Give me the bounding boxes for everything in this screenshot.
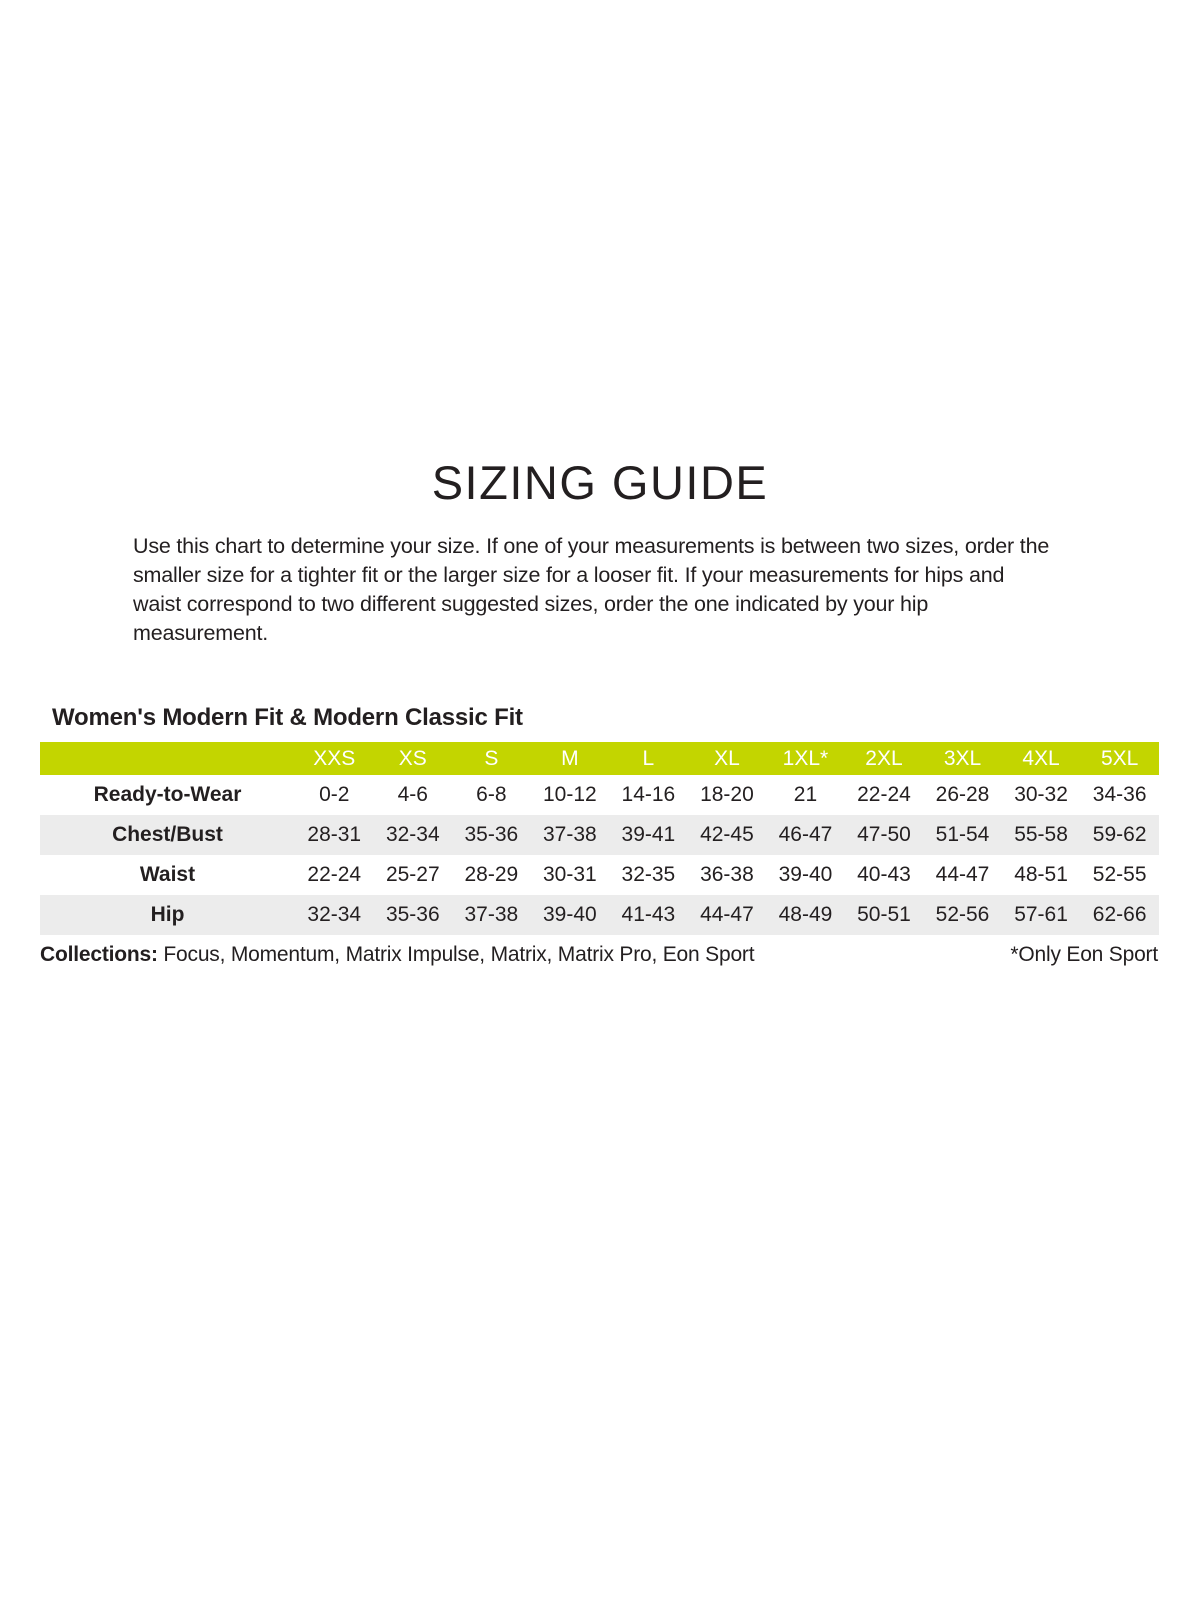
size-header-xl: XL (688, 742, 767, 775)
cell-value: 25-27 (385, 863, 440, 887)
section-heading-womens-modern-fit: Women's Modern Fit & Modern Classic Fit (52, 704, 523, 732)
cell-value: 39-40 (531, 895, 610, 935)
cell-value: 30-31 (543, 863, 597, 887)
cell-value: 14-16 (621, 783, 676, 807)
cell-value: 21 (793, 783, 818, 807)
size-header-m: M (531, 742, 610, 775)
cell-value: 35-36 (452, 815, 531, 855)
cell-value: 6-8 (476, 783, 507, 807)
cell-value: 44-47 (935, 863, 990, 887)
cell-value: 46-47 (766, 815, 845, 855)
cell-value: 32-34 (295, 895, 374, 935)
cell-value: 28-29 (464, 863, 519, 887)
cell-value: 18-20 (700, 783, 754, 807)
cell-value: 28-31 (295, 815, 374, 855)
cell-value: 26-28 (935, 783, 990, 807)
collections-label: Collections: (40, 943, 158, 967)
table-row-ready-to-wear (40, 775, 1159, 815)
row-label-chest-bust: Chest/Bust (40, 815, 295, 855)
cell-value: 48-49 (766, 895, 845, 935)
cell-value: 0-2 (319, 783, 350, 807)
cell-value: 44-47 (688, 895, 767, 935)
cell-value: 34-36 (1092, 783, 1147, 807)
cell-value: 62-66 (1080, 895, 1159, 935)
cell-value: 39-41 (609, 815, 688, 855)
cell-value: 39-40 (778, 863, 833, 887)
collections-text (40, 943, 754, 967)
cell-value: 22-24 (857, 783, 911, 807)
table-row-hip (40, 895, 1159, 935)
cell-value: 36-38 (700, 863, 754, 887)
cell-value: 42-45 (688, 815, 767, 855)
cell-value: 47-50 (845, 815, 924, 855)
cell-value: 4-6 (397, 783, 428, 807)
cell-value: 40-43 (857, 863, 911, 887)
table-row-chest-bust (40, 815, 1159, 855)
collections-footer (40, 943, 1158, 967)
cell-value: 59-62 (1080, 815, 1159, 855)
row-label-hip: Hip (40, 895, 295, 935)
cell-value: 50-51 (845, 895, 924, 935)
collections-list: Focus, Momentum, Matrix Impulse, Matrix, Matrix Pro, Eon Sport (157, 943, 755, 967)
size-header-row (40, 742, 1159, 775)
cell-value: 22-24 (307, 863, 362, 887)
cell-value: 52-56 (923, 895, 1002, 935)
row-label-waist: Waist (139, 863, 196, 887)
table-row-waist (40, 855, 1159, 895)
cell-value: 57-61 (1002, 895, 1081, 935)
size-header-corner (40, 742, 295, 775)
row-label-ready-to-wear: Ready-to-Wear (93, 783, 242, 807)
cell-value: 41-43 (609, 895, 688, 935)
size-header-5xl: 5XL (1080, 742, 1159, 775)
cell-value: 37-38 (452, 895, 531, 935)
cell-value: 48-51 (1014, 863, 1068, 887)
cell-value: 51-54 (923, 815, 1002, 855)
size-header-1xl: 1XL* (766, 742, 845, 775)
cell-value: 32-34 (374, 815, 453, 855)
cell-value: 55-58 (1002, 815, 1081, 855)
size-header-4xl: 4XL (1002, 742, 1081, 775)
cell-value: 32-35 (621, 863, 676, 887)
only-eon-sport-note: *Only Eon Sport (1010, 943, 1158, 967)
size-header-3xl: 3XL (923, 742, 1002, 775)
cell-value: 52-55 (1092, 863, 1147, 887)
size-header-xs: XS (374, 742, 453, 775)
size-header-2xl: 2XL (845, 742, 924, 775)
size-header-xxs: XXS (295, 742, 374, 775)
cell-value: 35-36 (374, 895, 453, 935)
size-chart-table (40, 742, 1159, 935)
size-header-s: S (452, 742, 531, 775)
page-title: SIZING GUIDE (431, 456, 769, 509)
cell-value: 30-32 (1014, 783, 1068, 807)
size-header-l: L (609, 742, 688, 775)
cell-value: 10-12 (543, 783, 597, 807)
cell-value: 37-38 (531, 815, 610, 855)
intro-paragraph: Use this chart to determine your size. If one of your measurements is between two sizes, order the smaller size for a tighter fit or the larger size for a looser fit. If your measurements for hips and waist correspond to two different suggested sizes, order the one indicated by your hip measurement. (133, 534, 1050, 646)
